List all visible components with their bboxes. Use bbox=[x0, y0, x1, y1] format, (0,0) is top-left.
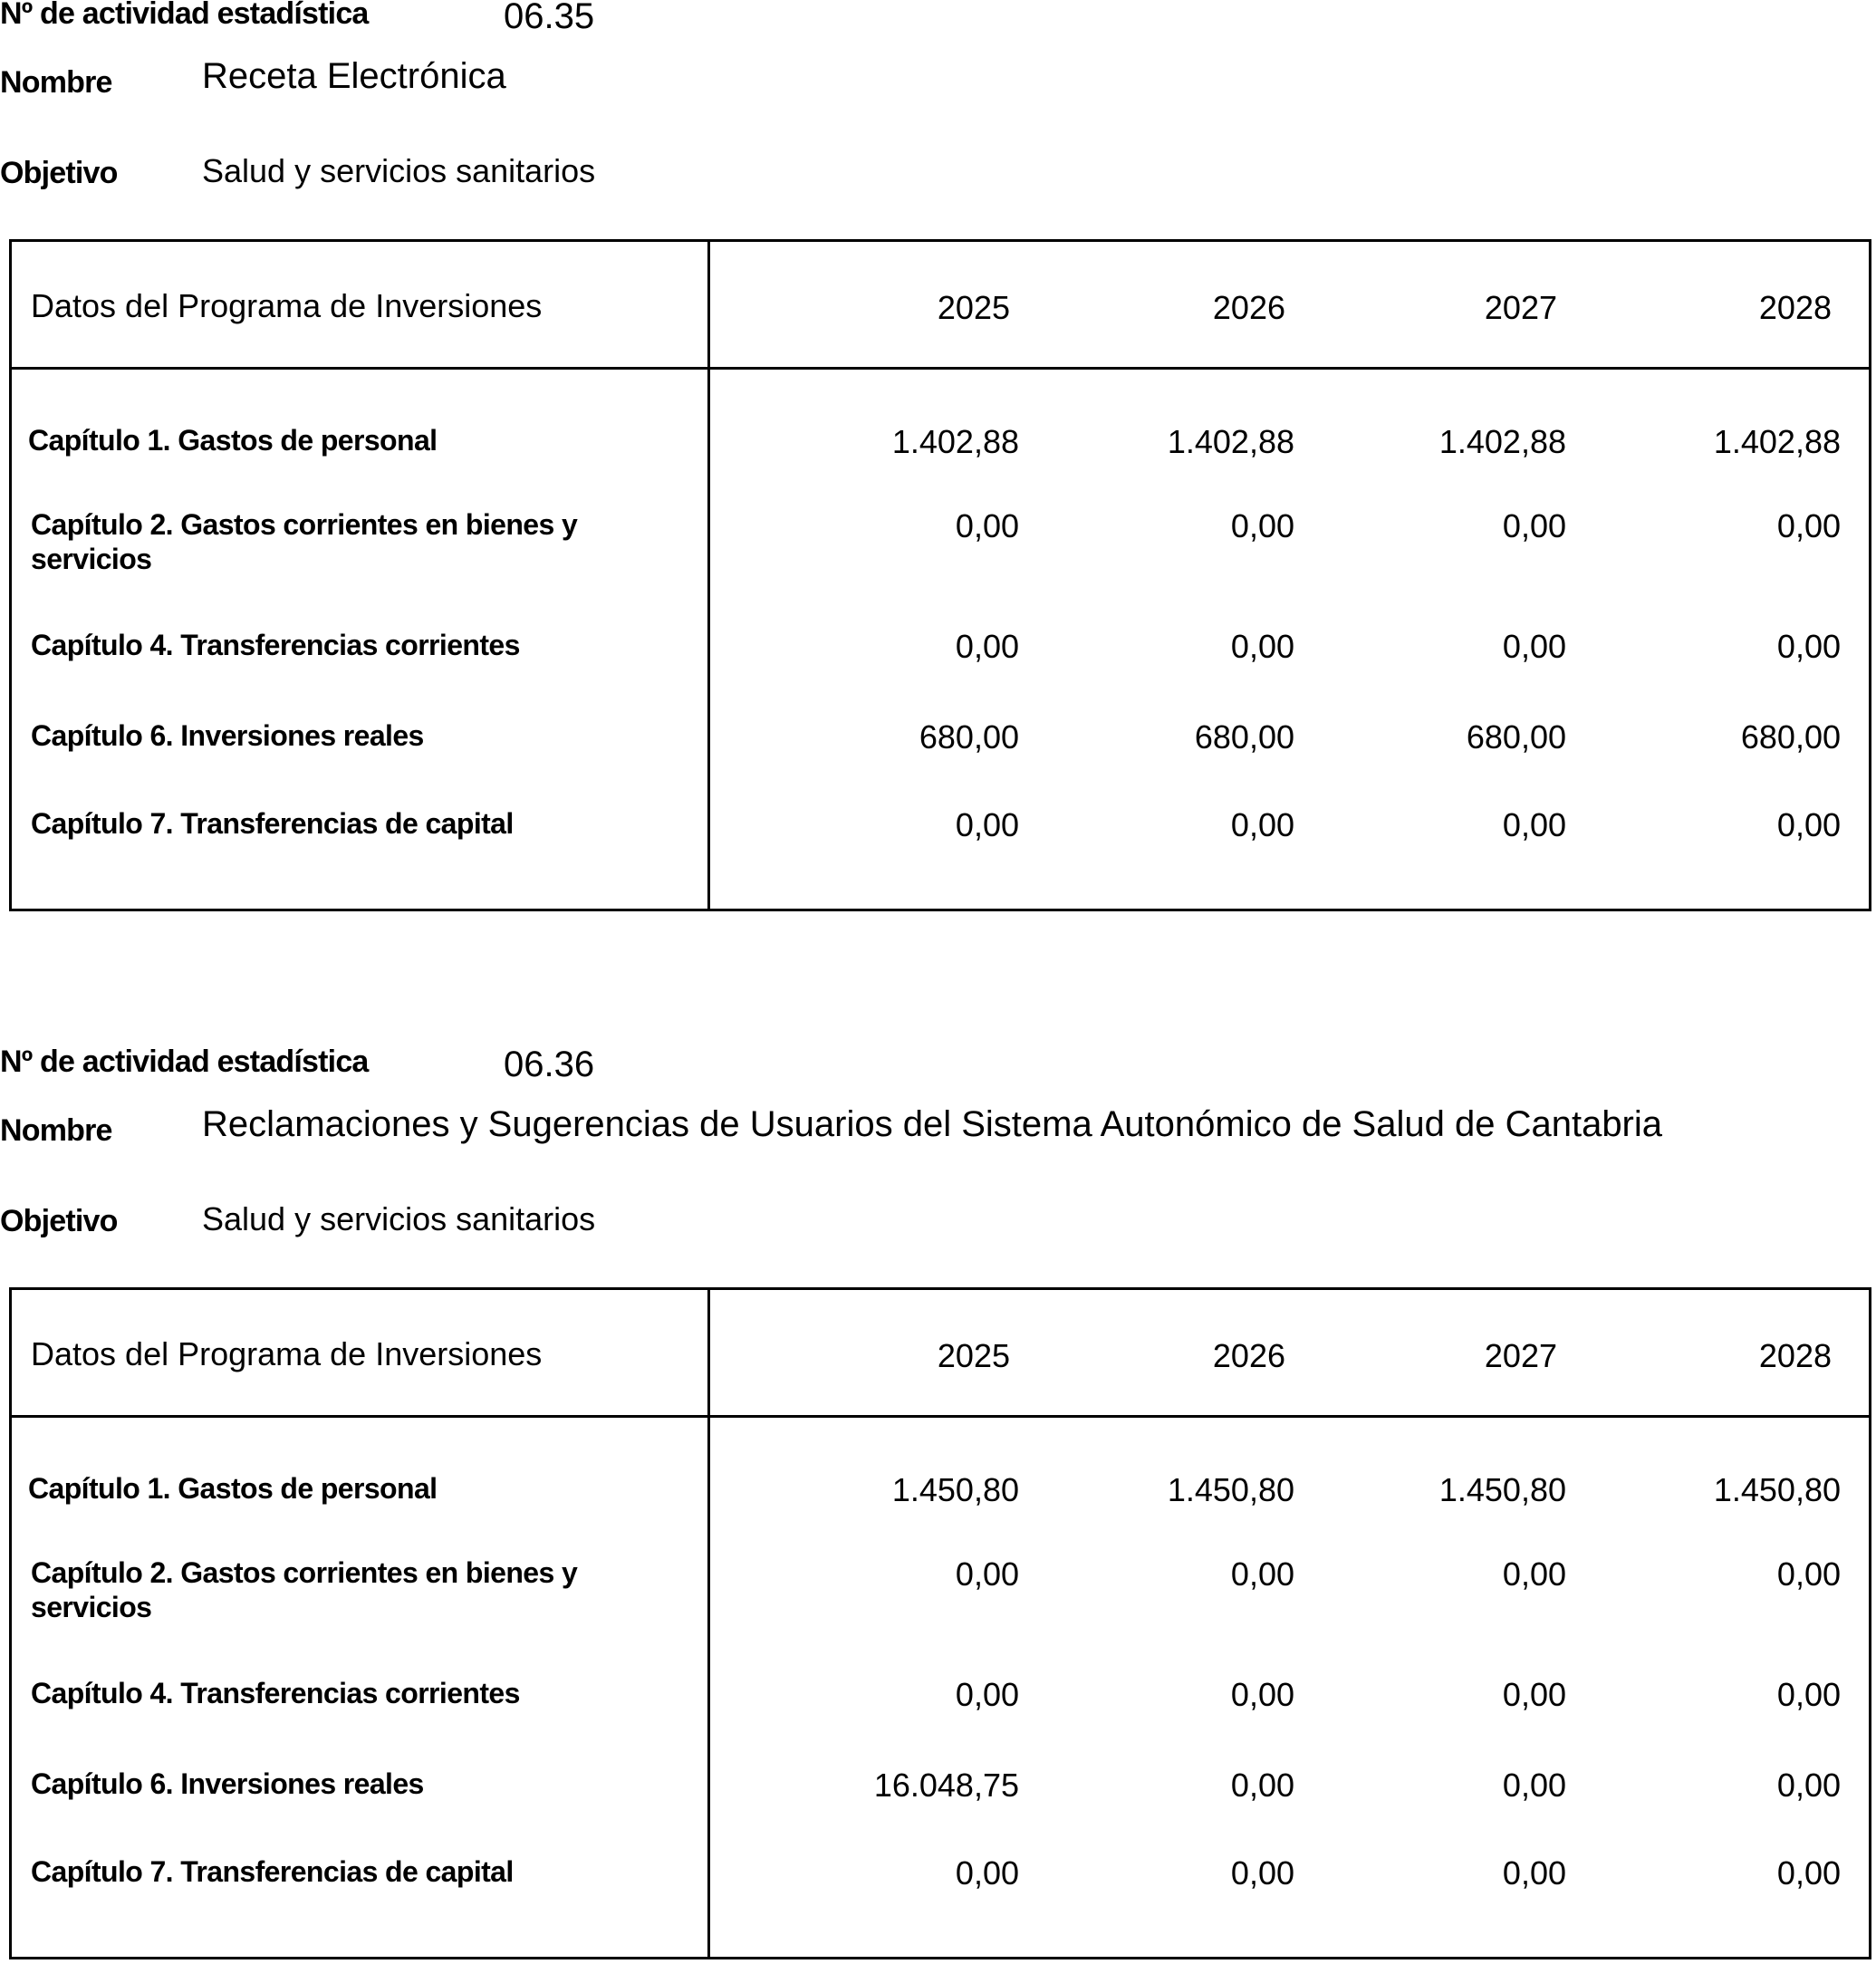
cell-value: 0,00 bbox=[1776, 1767, 1841, 1804]
cell-value: 0,00 bbox=[1776, 1854, 1841, 1892]
table-header-title: Datos del Programa de Inversiones bbox=[31, 287, 543, 324]
column-divider bbox=[707, 242, 710, 909]
cell-value: 1.450,80 bbox=[891, 1471, 1019, 1508]
name-label: Nombre bbox=[0, 65, 112, 100]
cell-value: 680,00 bbox=[1194, 718, 1294, 756]
cell-value: 1.402,88 bbox=[1438, 423, 1566, 460]
row-label-capitulo-6: Capítulo 6. Inversiones reales bbox=[31, 1767, 424, 1800]
year-header-2027: 2027 bbox=[1484, 289, 1557, 326]
row-label-capitulo-6: Capítulo 6. Inversiones reales bbox=[31, 719, 424, 752]
cell-value: 0,00 bbox=[1776, 507, 1841, 544]
investment-table bbox=[9, 1287, 1871, 1959]
row-label-capitulo-1: Capítulo 1. Gastos de personal bbox=[28, 424, 438, 457]
cell-value: 0,00 bbox=[955, 1676, 1019, 1713]
cell-value: 0,00 bbox=[1230, 1854, 1294, 1892]
cell-value: 0,00 bbox=[1502, 628, 1566, 665]
cell-value: 680,00 bbox=[919, 718, 1019, 756]
activity-number-label: Nº de actividad estadística bbox=[0, 1045, 369, 1079]
activity-number-label: Nº de actividad estadística bbox=[0, 0, 369, 31]
row-label-capitulo-1: Capítulo 1. Gastos de personal bbox=[28, 1472, 438, 1505]
cell-value: 1.450,80 bbox=[1713, 1471, 1841, 1508]
table-header-title: Datos del Programa de Inversiones bbox=[31, 1335, 543, 1372]
cell-value: 0,00 bbox=[955, 1854, 1019, 1892]
name-value: Reclamaciones y Sugerencias de Usuarios del Sistema Autonómico de Salud de Cantabria bbox=[202, 1104, 1663, 1144]
year-header-2028: 2028 bbox=[1758, 289, 1832, 326]
cell-value: 0,00 bbox=[1776, 1676, 1841, 1713]
year-header-2028: 2028 bbox=[1758, 1337, 1832, 1374]
year-header-2026: 2026 bbox=[1212, 289, 1285, 326]
cell-value: 0,00 bbox=[1776, 806, 1841, 843]
year-header-2025: 2025 bbox=[937, 1337, 1010, 1374]
cell-value: 680,00 bbox=[1740, 718, 1841, 756]
cell-value: 16.048,75 bbox=[873, 1767, 1019, 1804]
objective-value: Salud y servicios sanitarios bbox=[202, 1200, 596, 1237]
cell-value: 1.450,80 bbox=[1438, 1471, 1566, 1508]
cell-value: 0,00 bbox=[1776, 628, 1841, 665]
cell-value: 0,00 bbox=[1230, 1676, 1294, 1713]
row-label-capitulo-4: Capítulo 4. Transferencias corrientes bbox=[31, 1677, 520, 1709]
column-divider bbox=[707, 1290, 710, 1957]
investment-table bbox=[9, 239, 1871, 911]
row-label-capitulo-7: Capítulo 7. Transferencias de capital bbox=[31, 1855, 514, 1888]
objective-value: Salud y servicios sanitarios bbox=[202, 152, 596, 189]
year-header-2026: 2026 bbox=[1212, 1337, 1285, 1374]
objective-label: Objetivo bbox=[0, 1204, 118, 1238]
row-label-capitulo-2: Capítulo 2. Gastos corrientes en bienes y servicios bbox=[31, 508, 578, 575]
cell-value: 1.402,88 bbox=[891, 423, 1019, 460]
cell-value: 0,00 bbox=[1230, 806, 1294, 843]
cell-value: 0,00 bbox=[1230, 507, 1294, 544]
activity-number-value: 06.36 bbox=[504, 1045, 595, 1084]
cell-value: 0,00 bbox=[1502, 1767, 1566, 1804]
cell-value: 0,00 bbox=[1502, 507, 1566, 544]
row-label-capitulo-4: Capítulo 4. Transferencias corrientes bbox=[31, 629, 520, 661]
cell-value: 0,00 bbox=[1230, 1555, 1294, 1593]
name-value: Receta Electrónica bbox=[202, 56, 506, 96]
row-label-capitulo-7: Capítulo 7. Transferencias de capital bbox=[31, 807, 514, 840]
cell-value: 0,00 bbox=[955, 507, 1019, 544]
row-label-capitulo-2: Capítulo 2. Gastos corrientes en bienes y servicios bbox=[31, 1556, 578, 1623]
cell-value: 1.402,88 bbox=[1713, 423, 1841, 460]
cell-value: 0,00 bbox=[955, 628, 1019, 665]
cell-value: 0,00 bbox=[955, 806, 1019, 843]
cell-value: 1.450,80 bbox=[1167, 1471, 1294, 1508]
header-divider bbox=[12, 367, 1869, 370]
activity-number-value: 06.35 bbox=[504, 0, 595, 36]
cell-value: 0,00 bbox=[955, 1555, 1019, 1593]
cell-value: 0,00 bbox=[1502, 806, 1566, 843]
name-label: Nombre bbox=[0, 1113, 112, 1148]
activity-section-0636 bbox=[0, 1045, 1876, 1963]
year-header-2025: 2025 bbox=[937, 289, 1010, 326]
cell-value: 0,00 bbox=[1230, 1767, 1294, 1804]
cell-value: 0,00 bbox=[1502, 1854, 1566, 1892]
cell-value: 0,00 bbox=[1776, 1555, 1841, 1593]
cell-value: 680,00 bbox=[1466, 718, 1566, 756]
cell-value: 0,00 bbox=[1230, 628, 1294, 665]
objective-label: Objetivo bbox=[0, 156, 118, 190]
year-header-2027: 2027 bbox=[1484, 1337, 1557, 1374]
cell-value: 0,00 bbox=[1502, 1676, 1566, 1713]
activity-section-0635 bbox=[0, 0, 1876, 915]
cell-value: 1.402,88 bbox=[1167, 423, 1294, 460]
cell-value: 0,00 bbox=[1502, 1555, 1566, 1593]
header-divider bbox=[12, 1415, 1869, 1418]
